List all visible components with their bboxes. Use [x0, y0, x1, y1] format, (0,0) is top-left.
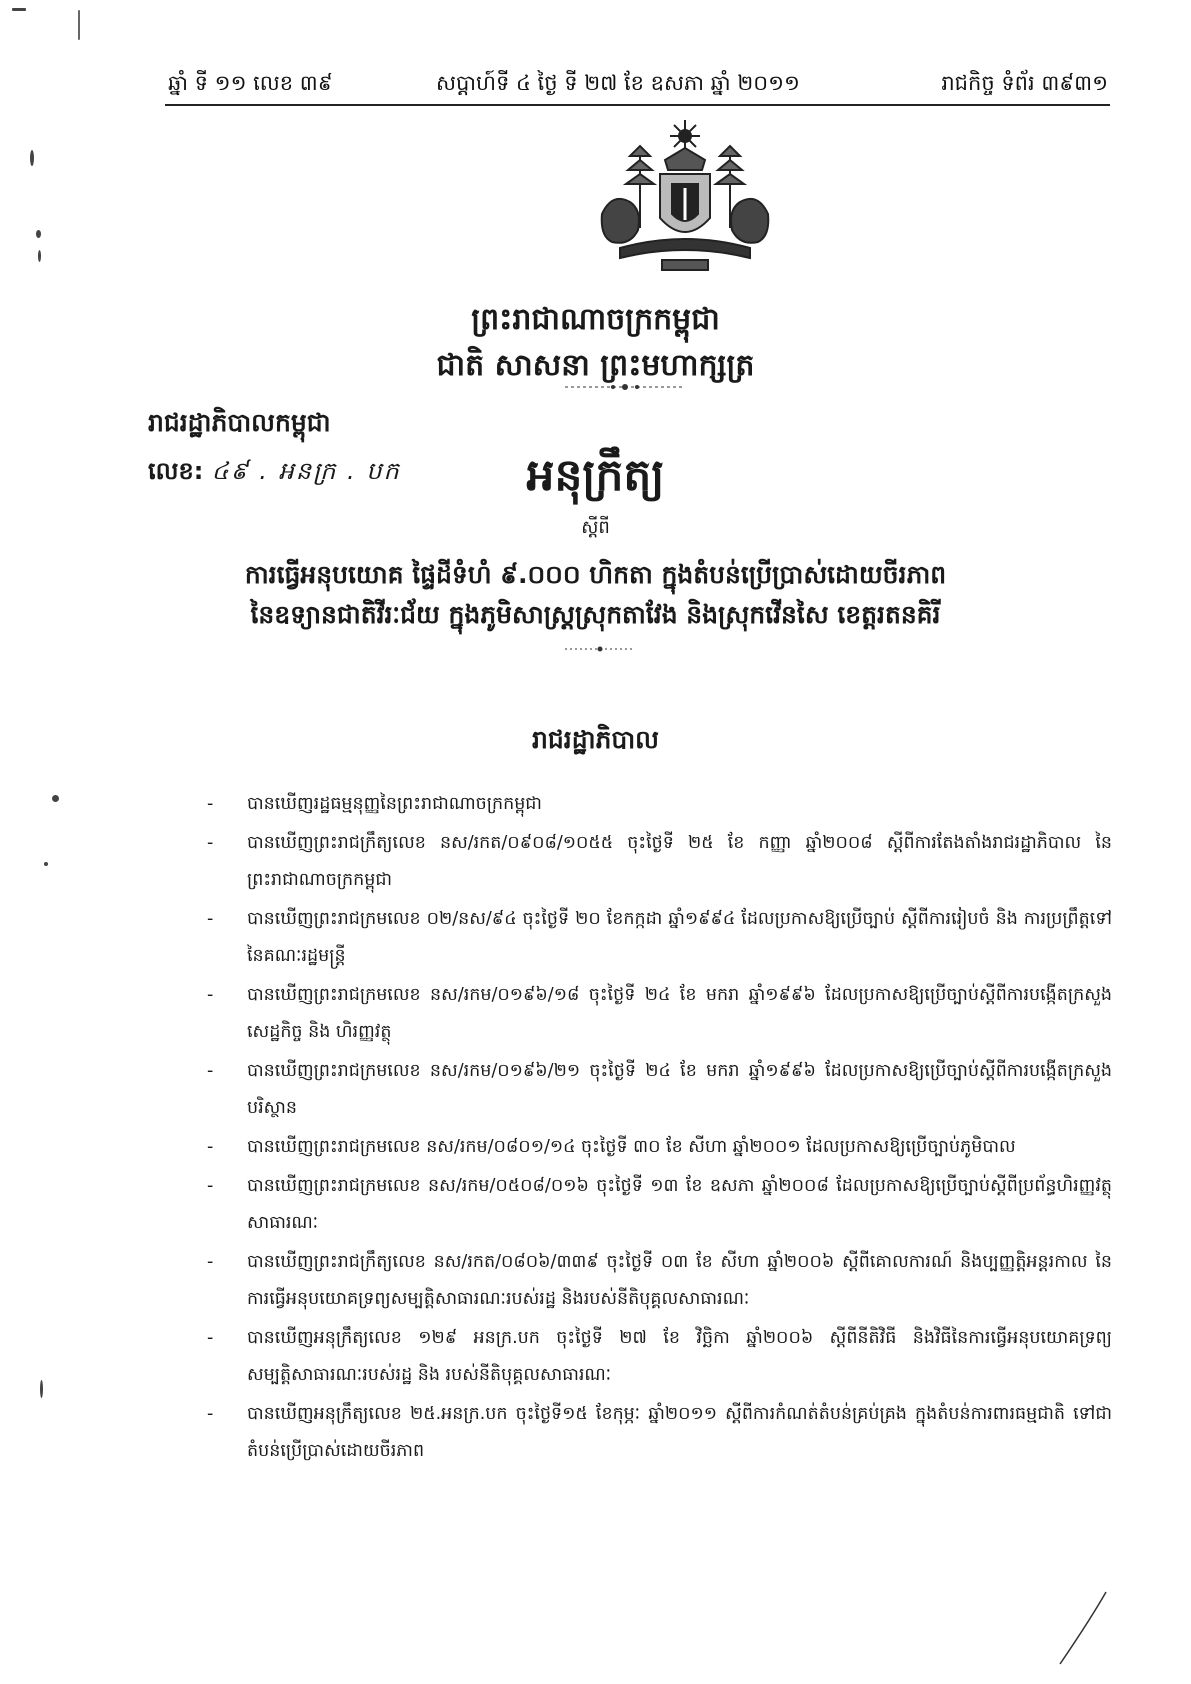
reference-list [207, 786, 1112, 1472]
issue-date: សប្តាហ៍ទី ៤ ថ្ងៃ ទី ២៧ ខែ ឧសភា ឆ្នាំ ២០១១ [436, 71, 800, 95]
scan-speck [36, 230, 41, 238]
list-item: - បានឃើញព្រះរាជក្រមលេខ នស/រកម/០៥០៨/០១៦ ចុះថ្ងៃទី ១៣ ខែ ឧសភា ឆ្នាំ២០០៨ ដែលប្រកាសឱ្យប្រើច្បាប់ស្តីពីប្រព័ន្ធហិរញ្ញវត្ថុ សាធារណៈ [207, 1176, 1112, 1233]
scan-speck [12, 8, 26, 11]
issuing-authority: រាជរដ្ឋាភិបាលកម្ពុជា [148, 408, 331, 437]
national-motto: ជាតិ សាសនា ព្រះមហាក្សត្រ [436, 348, 755, 383]
list-item: - បានឃើញព្រះរាជក្រមលេខ នស/រកម/០១៩៦/១៨ ចុះថ្ងៃទី ២៤ ខែ មករា ឆ្នាំ១៩៩៦ ដែលប្រកាសឱ្យប្រើច្បាប់ស្តីពីការបង្កើតក្រសួងសេដ្ឋកិច្ច និង ហិរញ្ញវត្ថុ [207, 985, 1112, 1042]
document-type-title: អនុក្រឹត្យ [526, 450, 665, 501]
ornament-divider [565, 383, 685, 391]
about-label: ស្តីពី [581, 517, 610, 538]
list-item: - បានឃើញអនុក្រឹត្យលេខ ១២៩ អនក្រ.បក ចុះថ្ងៃទី ២៧ ខែ វិច្ឆិកា ឆ្នាំ២០០៦ ស្តីពីនីតិវិធី និងវិធីនៃការធ្វើអនុបយោគទ្រព្យសម្បត្តិសាធារណៈរបស់រដ្ឋ និង របស់នីតិបុគ្គលសាធារណៈ [207, 1328, 1112, 1385]
subject-line-1: ការធ្វើអនុបយោគ ផ្ទៃដីទំហំ ៩.០០០ ហិកតា ក្នុងតំបន់ប្រើប្រាស់ដោយចីរភាព [244, 560, 947, 589]
gazette-header [168, 66, 1108, 102]
scan-speck [40, 1380, 43, 1398]
reference-label: លេខ: [148, 457, 204, 485]
list-item: - បានឃើញព្រះរាជក្រមលេខ នស/រកម/០១៩៦/២១ ចុះថ្ងៃទី ២៤ ខែ មករា ឆ្នាំ១៩៩៦ ដែលប្រកាសឱ្យប្រើច្បាប់ស្តីពីការបង្កើតក្រសួងបរិស្ថាន [207, 1061, 1112, 1118]
list-item: - បានឃើញព្រះរាជក្រឹត្យលេខ នស/រកត/០៨០៦/៣៣៩ ចុះថ្ងៃទី ០៣ ខែ សីហា ឆ្នាំ២០០៦ ស្តីពីគោលការណ៍ និងប្បញ្ញត្តិអន្តរកាល នៃការធ្វើអនុបយោគទ្រព្យសម្បត្តិសាធារណៈរបស់រដ្ឋ និងរបស់នីតិបុគ្គលសាធារណៈ [207, 1252, 1112, 1309]
ornament-divider [565, 645, 635, 653]
scan-speck [44, 862, 48, 866]
royal-coat-of-arms-icon [590, 118, 780, 280]
list-item: - បានឃើញព្រះរាជក្រមលេខ នស/រកម/០៨០១/១៤ ចុះថ្ងៃទី ៣០ ខែ សីហា ឆ្នាំ២០០១ ដែលប្រកាសឱ្យប្រើច្បាប់ភូមិបាល [207, 1137, 1016, 1157]
list-item: - បានឃើញអនុក្រឹត្យលេខ ២៥.អនក្រ.បក ចុះថ្ងៃទី១៥ ខែកុម្ភៈ ឆ្នាំ២០១១ ស្តីពីការកំណត់តំបន់គ្រប់គ្រង ក្នុងតំបន់ការពារធម្មជាតិ ទៅជាតំបន់ប្រើប្រាស់ដោយចីរភាព [207, 1404, 1112, 1461]
scan-speck [38, 250, 41, 262]
scan-speck [30, 150, 34, 166]
header-divider [165, 104, 1110, 106]
kingdom-name: ព្រះរាជាណាចក្រកម្ពុជា [471, 302, 720, 337]
page-number: រាជកិច្ច ទំព័រ ៣៩៣១ [941, 71, 1108, 95]
list-item: - បានឃើញរដ្ឋធម្មនុញ្ញនៃព្រះរាជាណាចក្រកម្ពុជា [207, 794, 542, 814]
scan-speck [52, 795, 59, 802]
list-item: - បានឃើញព្រះរាជក្រមលេខ ០២/នស/៩៤ ចុះថ្ងៃទី ២០ ខែកក្កដា ឆ្នាំ១៩៩៤ ដែលប្រកាសឱ្យប្រើច្បាប់ ស្តីពីការរៀបចំ និង ការប្រព្រឹត្តទៅនៃគណៈរដ្ឋមន្ត្រី [207, 909, 1112, 966]
scan-speck [78, 10, 80, 40]
list-item: - បានឃើញព្រះរាជក្រឹត្យលេខ នស/រកត/០៩០៨/១០៥៥ ចុះថ្ងៃទី ២៥ ខែ កញ្ញា ឆ្នាំ២០០៨ ស្តីពីការតែងតាំងរាជរដ្ឋាភិបាល នៃព្រះរាជាណាចក្រកម្ពុជា [207, 833, 1112, 890]
issue-number: ឆ្នាំ ទី ១១ លេខ ៣៩ [168, 71, 333, 95]
scan-pen-mark [1050, 1590, 1110, 1670]
subject-line-2: នៃឧទ្យានជាតិវីរៈជ័យ ក្នុងភូមិសាស្ត្រស្រុកតាវែង និងស្រុកវើនសៃ ខេត្តរតនគិរី [250, 600, 941, 629]
reference-value: ៤៩ . អនក្រ . បក [211, 457, 401, 485]
body-heading: រាជរដ្ឋាភិបាល [532, 725, 659, 754]
